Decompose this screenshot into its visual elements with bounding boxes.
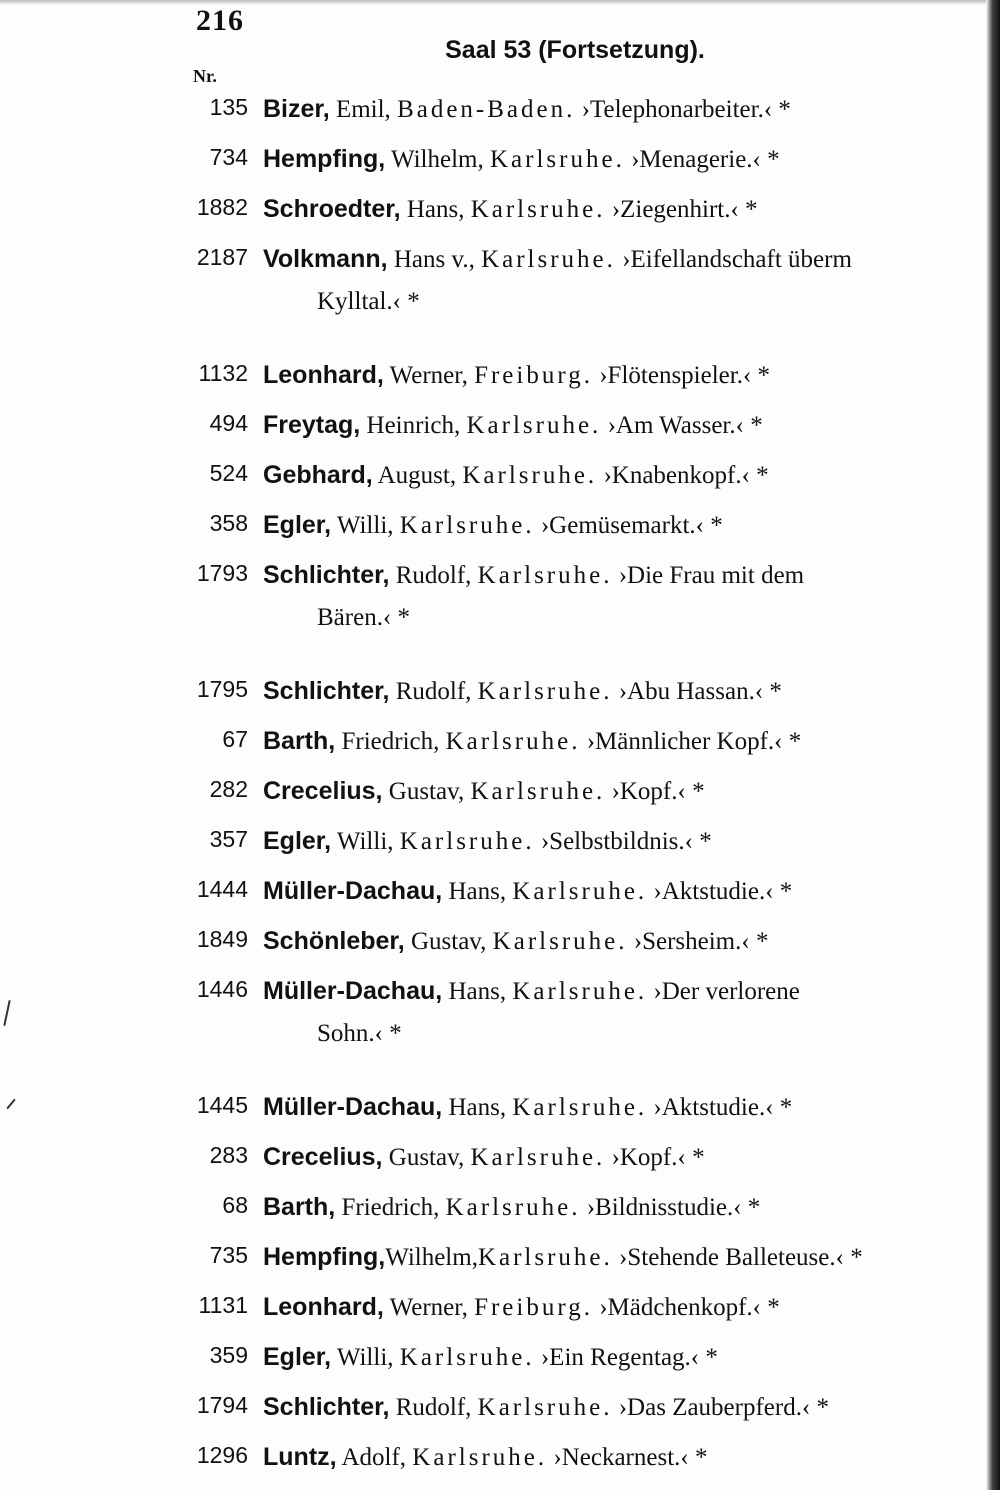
artwork-title: ›Die Frau mit dem bbox=[612, 562, 805, 589]
artwork-title: ›Stehende Balleteuse.‹ * bbox=[612, 1244, 863, 1271]
entry-line bbox=[263, 1386, 955, 1429]
entry-number: 524 bbox=[209, 460, 248, 486]
artist-given-name: Hans v., bbox=[387, 246, 482, 273]
page-number: 216 bbox=[196, 4, 244, 37]
entry-number: 1446 bbox=[196, 976, 248, 1002]
artist-given-name: Hans, bbox=[442, 1094, 513, 1121]
artwork-title: ›Sersheim.‹ * bbox=[627, 928, 769, 955]
entry-text bbox=[263, 870, 955, 913]
artist-city: Freiburg. bbox=[474, 1294, 593, 1321]
artist-name: Egler, bbox=[263, 511, 332, 539]
entry-text bbox=[263, 1386, 955, 1429]
artist-name: Müller-Dachau, bbox=[263, 877, 443, 905]
artist-given-name: Friedrich, bbox=[335, 728, 446, 755]
entry-number: 67 bbox=[222, 726, 248, 752]
artwork-title-continuation: Kylltal.‹ * bbox=[317, 288, 420, 315]
entry-text bbox=[263, 720, 955, 763]
artist-city: Karlsruhe. bbox=[470, 196, 606, 223]
entry-line bbox=[263, 238, 955, 281]
page-binding-shadow bbox=[986, 0, 1000, 1490]
entry-line bbox=[263, 354, 955, 397]
artist-city: Karlsruhe. bbox=[490, 146, 625, 173]
entry-text bbox=[263, 920, 955, 963]
entry-line bbox=[263, 1136, 955, 1179]
entry-text bbox=[263, 1336, 955, 1379]
artist-name: Volkmann, bbox=[263, 245, 388, 273]
entry-number: 283 bbox=[209, 1142, 248, 1168]
artist-name: Egler, bbox=[263, 827, 332, 855]
entry-text bbox=[263, 1436, 955, 1479]
artist-city: Karlsruhe. bbox=[445, 1194, 581, 1221]
entry-text bbox=[263, 354, 955, 397]
entry-line bbox=[263, 188, 955, 231]
entry-number: 135 bbox=[209, 94, 248, 120]
artist-city: Karlsruhe. bbox=[512, 1094, 648, 1121]
artwork-title: ›Das Zauberpferd.‹ * bbox=[612, 1394, 830, 1421]
entry-text bbox=[263, 970, 955, 1055]
artist-given-name: Rudolf, bbox=[389, 562, 478, 589]
artist-given-name: Rudolf, bbox=[389, 678, 478, 705]
entry-text bbox=[263, 188, 955, 231]
artist-name: Schlichter, bbox=[263, 677, 390, 705]
artist-given-name: Willi, bbox=[331, 1344, 400, 1371]
entry-line bbox=[263, 88, 955, 131]
artist-city: Karlsruhe. bbox=[445, 728, 581, 755]
entry-number: 494 bbox=[209, 410, 248, 436]
artist-city: Karlsruhe. bbox=[477, 1244, 613, 1271]
entry-number: 1795 bbox=[196, 676, 248, 702]
artist-city: Karlsruhe. bbox=[477, 678, 613, 705]
entry-text bbox=[263, 1186, 955, 1229]
entry-number: 358 bbox=[209, 510, 248, 536]
artist-given-name: Gustav, bbox=[382, 1144, 471, 1171]
artist-name: Hempfing, bbox=[263, 145, 386, 173]
entry-line bbox=[263, 770, 955, 813]
entry-line bbox=[263, 1336, 955, 1379]
entry-text bbox=[263, 404, 955, 447]
artist-given-name: Heinrich, bbox=[360, 412, 467, 439]
entry-line bbox=[263, 870, 955, 913]
artist-given-name: Hans, bbox=[442, 978, 513, 1005]
margin-mark bbox=[3, 1000, 10, 1026]
artwork-title: ›Flötenspieler.‹ * bbox=[592, 362, 771, 389]
artwork-title-continuation: Sohn.‹ * bbox=[317, 1020, 402, 1047]
artwork-title: ›Ziegenhirt.‹ * bbox=[605, 196, 758, 223]
entry-number: 359 bbox=[209, 1342, 248, 1368]
entry-text bbox=[263, 454, 955, 497]
artist-name: Müller-Dachau, bbox=[263, 977, 443, 1005]
artist-city: Karlsruhe. bbox=[512, 878, 648, 905]
page-top-edge bbox=[0, 0, 1000, 5]
entry-text bbox=[263, 504, 955, 547]
artist-city: Baden-Baden. bbox=[397, 96, 576, 123]
margin-mark bbox=[6, 1099, 15, 1109]
artwork-title: ›Am Wasser.‹ * bbox=[601, 412, 763, 439]
artwork-title: ›Abu Hassan.‹ * bbox=[612, 678, 782, 705]
artwork-title: ›Knabenkopf.‹ * bbox=[597, 462, 769, 489]
artwork-title: ›Gemüsemarkt.‹ * bbox=[534, 512, 723, 539]
artwork-title: ›Der verlorene bbox=[647, 978, 800, 1005]
entry-number: 282 bbox=[209, 776, 248, 802]
artist-name: Egler, bbox=[263, 1343, 332, 1371]
entry-number: 68 bbox=[222, 1192, 248, 1218]
entry-line bbox=[263, 404, 955, 447]
entry-number: 2187 bbox=[196, 244, 248, 270]
artist-given-name: Rudolf, bbox=[389, 1394, 478, 1421]
artist-given-name: Adolf, bbox=[336, 1444, 413, 1471]
artist-name: Schönleber, bbox=[263, 927, 405, 955]
artwork-title: ›Neckarnest.‹ * bbox=[547, 1444, 708, 1471]
artist-city: Karlsruhe. bbox=[466, 412, 602, 439]
entry-line bbox=[263, 504, 955, 547]
artist-given-name: Wilhelm, bbox=[385, 146, 490, 173]
page-header: Saal 53 (Fortsetzung). bbox=[445, 36, 705, 64]
entry-number: 1445 bbox=[196, 1092, 248, 1118]
artwork-title: ›Kopf.‹ * bbox=[605, 778, 705, 805]
artist-given-name: Willi, bbox=[331, 828, 400, 855]
entry-line bbox=[263, 1436, 955, 1479]
artist-name: Schroedter, bbox=[263, 195, 401, 223]
artist-city: Karlsruhe. bbox=[412, 1444, 548, 1471]
entry-line bbox=[263, 920, 955, 963]
entry-number: 1794 bbox=[196, 1392, 248, 1418]
entry-text bbox=[263, 1236, 955, 1279]
artist-city: Karlsruhe. bbox=[477, 562, 613, 589]
artwork-title: ›Mädchenkopf.‹ * bbox=[592, 1294, 780, 1321]
artist-city: Karlsruhe. bbox=[470, 1144, 606, 1171]
artist-city: Karlsruhe. bbox=[512, 978, 648, 1005]
entry-line bbox=[263, 454, 955, 497]
artwork-title: ›Aktstudie.‹ * bbox=[647, 878, 793, 905]
artwork-title: ›Selbstbildnis.‹ * bbox=[534, 828, 712, 855]
entry-number: 1132 bbox=[198, 360, 248, 386]
artist-given-name: Werner, bbox=[383, 1294, 475, 1321]
artist-given-name: Hans, bbox=[400, 196, 471, 223]
artwork-title: ›Telephonarbeiter.‹ * bbox=[575, 96, 791, 123]
artwork-title: ›Menagerie.‹ * bbox=[624, 146, 780, 173]
artwork-title: ›Ein Regentag.‹ * bbox=[534, 1344, 718, 1371]
artist-city: Karlsruhe. bbox=[399, 1344, 535, 1371]
entry-text bbox=[263, 770, 955, 813]
entry-text bbox=[263, 1286, 955, 1329]
artist-city: Karlsruhe. bbox=[399, 828, 535, 855]
entry-line bbox=[263, 970, 955, 1013]
entry-line bbox=[263, 720, 955, 763]
artist-name: Barth, bbox=[263, 1193, 336, 1221]
entry-text bbox=[263, 88, 955, 131]
entry-number: 1296 bbox=[196, 1442, 248, 1468]
entry-line bbox=[263, 1186, 955, 1229]
artist-name: Schlichter, bbox=[263, 1393, 390, 1421]
artist-city: Freiburg. bbox=[474, 362, 593, 389]
entry-number: 735 bbox=[209, 1242, 248, 1268]
entry-line bbox=[263, 820, 955, 863]
artwork-title-continuation: Bären.‹ * bbox=[317, 604, 411, 631]
entry-number: 357 bbox=[209, 826, 248, 852]
entry-text bbox=[263, 670, 955, 713]
artist-name: Leonhard, bbox=[263, 1293, 384, 1321]
artist-name: Müller-Dachau, bbox=[263, 1093, 443, 1121]
entry-line bbox=[263, 1236, 955, 1279]
artist-given-name: Emil, bbox=[329, 96, 398, 123]
entry-text bbox=[263, 1086, 955, 1129]
artist-city: Karlsruhe. bbox=[477, 1394, 613, 1421]
artist-given-name: Friedrich, bbox=[335, 1194, 446, 1221]
artist-name: Barth, bbox=[263, 727, 336, 755]
artwork-title: ›Eifellandschaft überm bbox=[615, 246, 852, 273]
entry-text bbox=[263, 820, 955, 863]
entry-line bbox=[263, 138, 955, 181]
entry-number: 1131 bbox=[198, 1292, 248, 1318]
artwork-title: ›Bildnisstudie.‹ * bbox=[580, 1194, 761, 1221]
artist-name: Crecelius, bbox=[263, 1143, 383, 1171]
artist-name: Hempfing, bbox=[263, 1243, 386, 1271]
artist-name: Crecelius, bbox=[263, 777, 383, 805]
entry-number: 1793 bbox=[196, 560, 248, 586]
artist-name: Freytag, bbox=[263, 411, 361, 439]
entry-text bbox=[263, 138, 955, 181]
entry-text bbox=[263, 238, 955, 323]
artist-name: Bizer, bbox=[263, 95, 330, 123]
artist-name: Luntz, bbox=[263, 1443, 337, 1471]
entry-number: 1882 bbox=[196, 194, 248, 220]
artist-name: Gebhard, bbox=[263, 461, 373, 489]
artist-city: Karlsruhe. bbox=[399, 512, 535, 539]
entry-text bbox=[263, 554, 955, 639]
artist-given-name: Hans, bbox=[442, 878, 513, 905]
entry-number: 1444 bbox=[196, 876, 248, 902]
artist-city: Karlsruhe. bbox=[481, 246, 616, 273]
artist-given-name: Gustav, bbox=[382, 778, 471, 805]
entry-text bbox=[263, 1136, 955, 1179]
artwork-title: ›Kopf.‹ * bbox=[605, 1144, 705, 1171]
entry-number: 1849 bbox=[196, 926, 248, 952]
artist-name: Leonhard, bbox=[263, 361, 384, 389]
artist-city: Karlsruhe. bbox=[470, 778, 606, 805]
artist-name: Schlichter, bbox=[263, 561, 390, 589]
artwork-title: ›Aktstudie.‹ * bbox=[647, 1094, 793, 1121]
artwork-title: ›Männlicher Kopf.‹ * bbox=[580, 728, 802, 755]
entry-line bbox=[263, 1286, 955, 1329]
artist-city: Karlsruhe. bbox=[492, 928, 628, 955]
entry-line bbox=[263, 554, 955, 597]
nr-column-label: Nr. bbox=[193, 66, 217, 86]
artist-city: Karlsruhe. bbox=[462, 462, 598, 489]
entry-line bbox=[263, 1086, 955, 1129]
artist-given-name: Gustav, bbox=[404, 928, 493, 955]
artist-given-name: Werner, bbox=[383, 362, 475, 389]
artist-given-name: August, bbox=[372, 462, 463, 489]
entry-number: 734 bbox=[209, 144, 248, 170]
entry-line bbox=[263, 670, 955, 713]
artist-given-name: Wilhelm, bbox=[385, 1244, 478, 1271]
artist-given-name: Willi, bbox=[331, 512, 400, 539]
